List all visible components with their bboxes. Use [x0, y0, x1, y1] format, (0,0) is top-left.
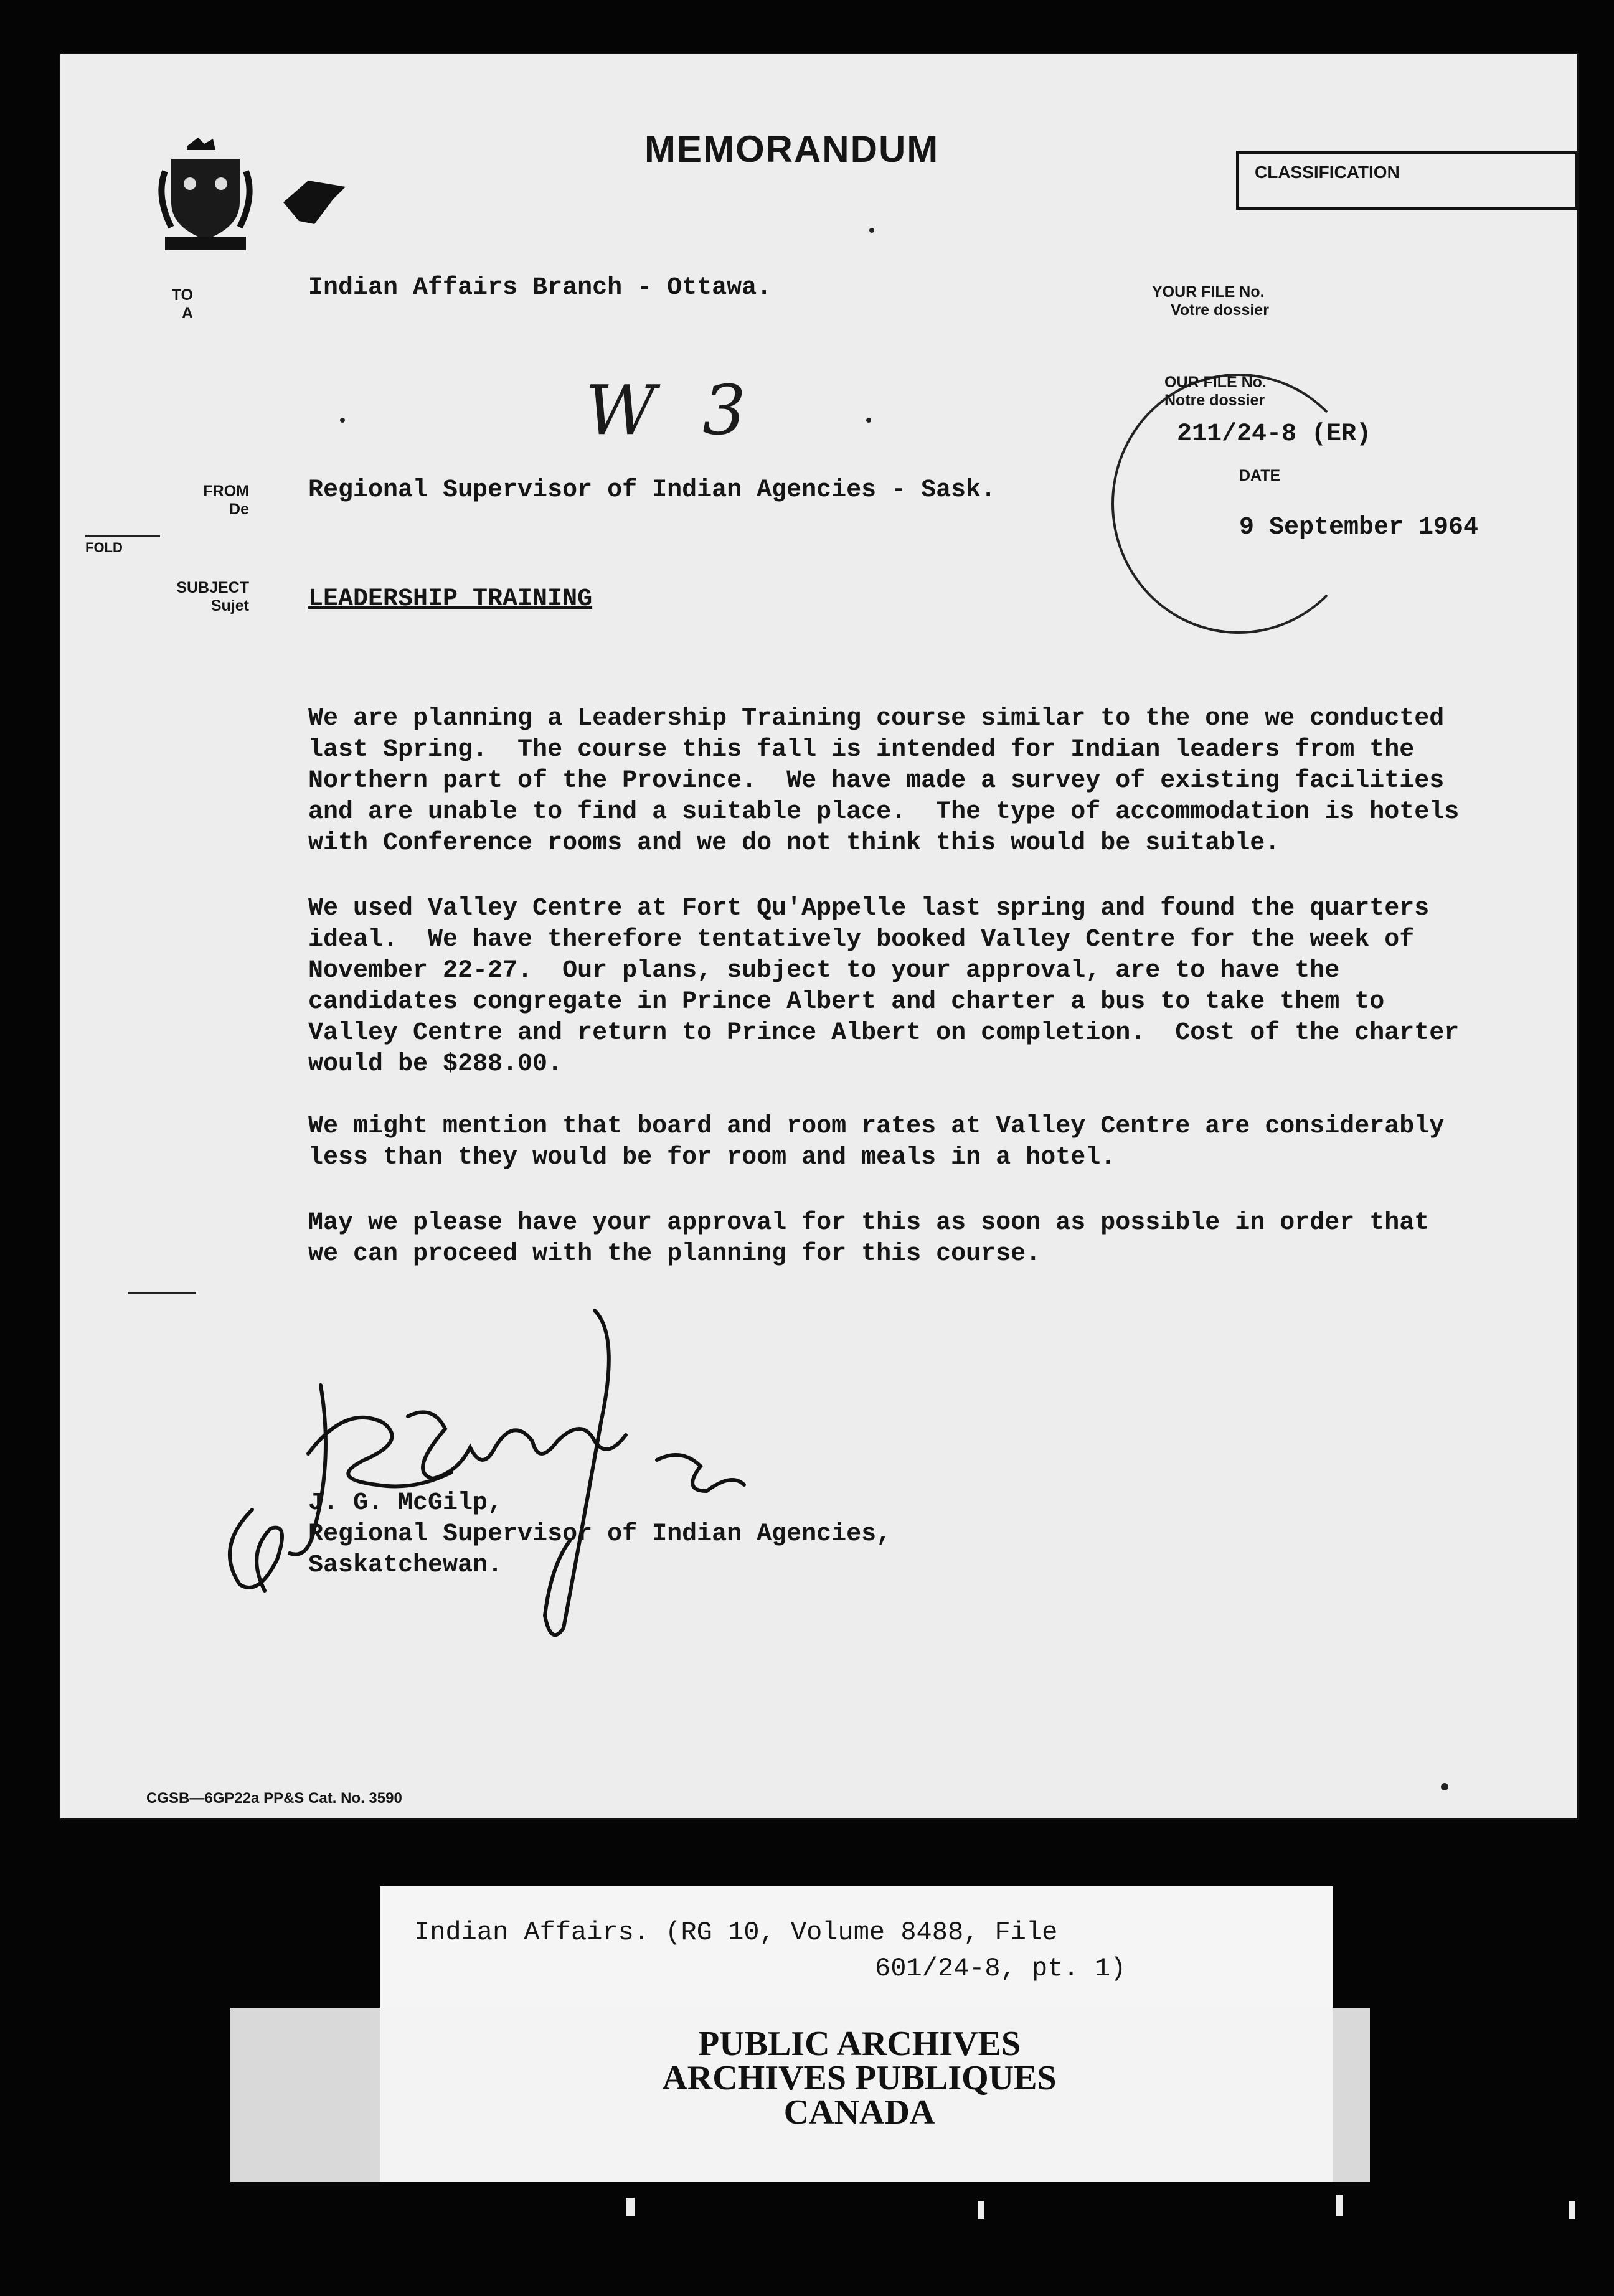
- your-file-label: YOUR FILE No. Votre dossier: [1152, 283, 1269, 319]
- archive-stamp-line-2: ARCHIVES PUBLIQUES: [662, 2059, 1057, 2097]
- classification-box: [1236, 151, 1579, 210]
- classification-label: CLASSIFICATION: [1255, 162, 1400, 182]
- signature-block: J. G. McGilp, Regional Supervisor of Indian Agencies, Saskatchewan.: [308, 1489, 892, 1579]
- our-file-label: OUR FILE No. Notre dossier: [1164, 374, 1267, 409]
- body-paragraph-2: We used Valley Centre at Fort Qu'Appelle last spring and found the quarters ideal. We have therefore tentatively booked Valley Centre for the week of November 22-27. Our plans, subject to your approval, are to have the candidates congregate in Prince Albert and charter a bus to take them to Valley Centre and return to Prince Albert on completion. Cost of the charter would be $288.00.: [308, 895, 1460, 1078]
- form-code: CGSB—6GP22a PP&S Cat. No. 3590: [146, 1790, 402, 1807]
- from-value: Regional Supervisor of Indian Agencies - Sask.: [308, 476, 996, 504]
- date-value: 9 September 1964: [1239, 514, 1479, 542]
- our-file-value: 211/24-8 (ER): [1177, 420, 1372, 448]
- body-paragraph-4: May we please have your approval for this as soon as possible in order that we can proceed with the planning for this course.: [308, 1209, 1430, 1268]
- handwritten-signature: [230, 1310, 744, 1635]
- archive-stamp-line-1: PUBLIC ARCHIVES: [697, 2025, 1021, 2063]
- to-label: TO A: [171, 286, 193, 322]
- fold-mark: FOLD: [85, 535, 160, 556]
- hand-drawn-circle: [1111, 374, 1366, 634]
- from-label: FROM De: [203, 482, 249, 518]
- coat-of-arms-icon: [161, 138, 249, 250]
- date-label: DATE: [1239, 467, 1281, 484]
- handwritten-mark: W 3: [585, 370, 759, 450]
- archive-stamp-line-3: CANADA: [783, 2093, 935, 2132]
- margin-dash: [128, 1292, 196, 1294]
- subject-value: LEADERSHIP TRAINING: [308, 585, 593, 613]
- memo-sheet: [59, 53, 1579, 1820]
- to-value: Indian Affairs Branch - Ottawa.: [308, 274, 772, 302]
- subject-label: SUBJECT Sujet: [176, 579, 249, 614]
- ink-blot-icon: [283, 181, 346, 224]
- body-paragraph-3: We might mention that board and room rates at Valley Centre are considerably less than they would be for room and meals in a hotel.: [308, 1113, 1445, 1172]
- archive-reference: Indian Affairs. (RG 10, Volume 8488, File 601/24-8, pt. 1): [414, 1917, 1126, 1983]
- memo-heading: MEMORANDUM: [644, 128, 940, 170]
- body-paragraph-1: We are planning a Leadership Training course similar to the one we conducted last Spring. The course this fall is intended for Indian leaders from the Northern part of the Province. We have made a survey of existing facilities and are unable to find a suitable place. The type of accommodation is hotels with Conference rooms and we do not think this would be suitable.: [308, 705, 1460, 857]
